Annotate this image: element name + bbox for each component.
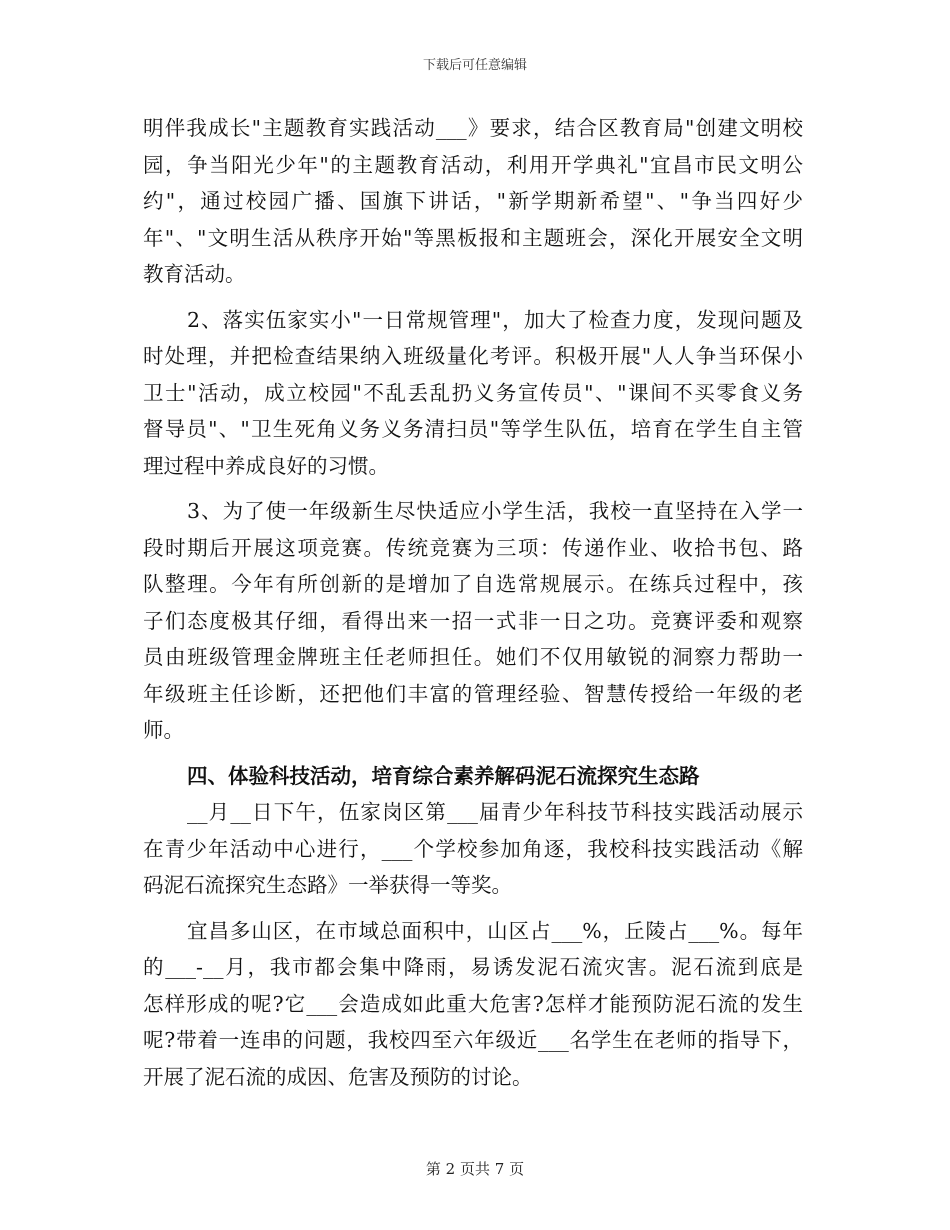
text-line: 师。 [143,718,184,742]
section-heading: 四、体验科技活动，培育综合素养解码泥石流探究生态路 [187,763,700,788]
paragraph-start-line: 宜昌多山区，在市域总面积中，山区占___%，丘陵占___%。每年 [187,918,803,943]
text-line: 明伴我成长"主题教育实践活动___》要求，结合区教育局"创建文明校 [143,116,803,140]
paragraph-start-line: 3、为了使一年级新生尽快适应小学生活，我校一直坚持在入学一 [187,499,803,523]
text-line: 督导员"、"卫生死角义务义务清扫员"等学生队伍，培育在学生自主管 [143,417,803,441]
text-line: 怎样形成的呢?它___会造成如此重大危害?怎样才能预防泥石流的发生 [143,991,803,1016]
text-line: 在青少年活动中心进行，___个学校参加角逐，我校科技实践活动《解 [143,836,803,861]
text-line: 段时期后开展这项竞赛。传统竞赛为三项：传递作业、收拾书包、路 [143,535,803,560]
text-line: 年"、"文明生活从秩序开始"等黑板报和主题班会，深化开展安全文明 [143,225,803,250]
text-line: 员由班级管理金牌班主任老师担任。她们不仅用敏锐的洞察力帮助一 [143,645,803,669]
text-line: 教育活动。 [143,262,246,286]
text-line: 码泥石流探究生态路》一举获得一等奖。 [143,873,512,897]
text-line: 呢?带着一连串的问题，我校四至六年级近___名学生在老师的指导下， [143,1028,803,1052]
text-line: 理过程中养成良好的习惯。 [143,453,389,478]
text-line: 卫士"活动，成立校园"不乱丢乱扔义务宣传员"、"课间不买零食义务 [143,380,803,405]
text-line: 年级班主任诊断，还把他们丰富的管理经验、智慧传授给一年级的老 [143,681,803,706]
text-line: 的___-__月，我市都会集中降雨，易诱发泥石流灾害。泥石流到底是 [143,955,803,979]
text-line: 园，争当阳光少年"的主题教育活动，利用开学典礼"宜昌市民文明公 [143,152,803,177]
text-line: 时处理，并把检查结果纳入班级量化考评。积极开展"人人争当环保小 [143,344,803,368]
text-line: 队整理。今年有所创新的是增加了自选常规展示。在练兵过程中，孩 [143,572,803,596]
page-footer: 第 2 页共 7 页 [425,1160,525,1178]
paragraph-start-line: 2、落实伍家实小"一日常规管理"，加大了检查力度，发现问题及 [187,307,803,332]
document-body [143,110,803,1095]
text-line: 子们态度极其仔细，看得出来一招一式非一日之功。竞赛评委和观察 [143,608,803,633]
text-line: 约"，通过校园广播、国旗下讲话，"新学期新希望"、"争当四好少 [143,189,803,213]
paragraph-start-line: __月__日下午，伍家岗区第___届青少年科技节科技实践活动展示 [187,800,803,824]
text-line: 开展了泥石流的成因、危害及预防的讨论。 [143,1064,533,1089]
page-header: 下载后可任意编辑 [422,58,527,73]
